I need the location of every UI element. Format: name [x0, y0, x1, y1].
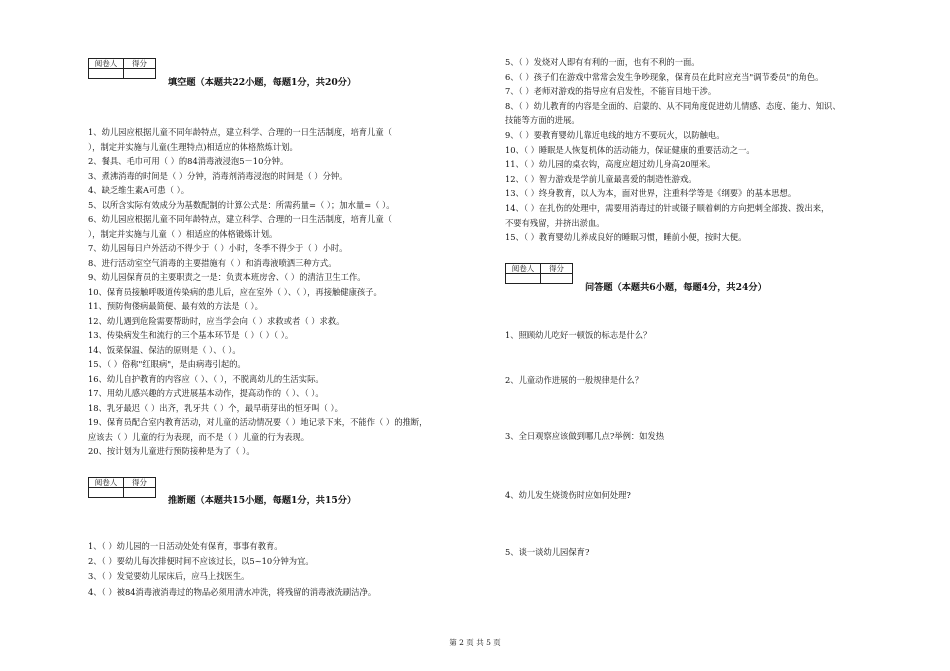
qa-question: 2、儿童动作进展的一般规律是什么？	[505, 375, 644, 385]
judge-question-line: 8、（ ）幼儿教育的内容是全面的、启蒙的、从不同角度促进幼儿情感、态度、能力、知识、	[505, 100, 841, 111]
qa-question: 4、幼儿发生烧烫伤时应如何处理?	[505, 490, 631, 500]
page-footer: 第 2 页 共 5 页	[449, 638, 501, 647]
reviewer-label: 阅卷人	[89, 478, 124, 488]
fill-question-line: 应该去（ ）儿童的行为表现，而不是（ ）儿童的行为表现。	[88, 431, 309, 442]
fill-question-line: 15、（ ）俗称"红眼病"，是由病毒引起的。	[88, 359, 246, 369]
fill-question-line: 12、幼儿遇到危险需要帮助时，应当学会向（ ）求救或者（ ）求救。	[88, 315, 345, 326]
fill-question-line: 20、按计划为儿童进行预防接种是为了（ ）。	[88, 446, 255, 456]
reviewer-label: 阅卷人	[89, 59, 124, 69]
reviewer-cell[interactable]	[506, 274, 541, 284]
reviewer-cell[interactable]	[89, 488, 124, 498]
fill-question-line: ），制定并实施与儿童（ ）相适应的体格锻炼计划。	[88, 228, 278, 239]
judge-question-line: 2、（ ）要幼儿每次排便时间不应该过长，以5~10分钟为宜。	[88, 556, 314, 567]
judge-question-line: 4、（ ）被84消毒液消毒过的物品必须用清水冲洗，将残留的消毒液洗刷洁净。	[88, 586, 377, 597]
fill-question-line: 9、幼儿园保育员的主要职责之一是：负责本班房舍、（ ）的清洁卫生工作。	[88, 272, 366, 282]
judge-question-line: 15、（ ）教育婴幼儿养成良好的睡眠习惯，睡前小便，按时大便。	[505, 232, 747, 243]
fill-question-line: 10、保育员接触呼吸道传染病的患儿后，应在室外（ ）、（ ），再接触健康孩子。	[88, 286, 382, 297]
judge-question-line: 3、（ ）发觉要幼儿尿床后，应马上找医生。	[88, 571, 250, 582]
fill-question-line: 5、以所含实际有效成分为基数配制的计算公式是：所需药量=（ ）；加水量=（ ）。	[88, 199, 395, 210]
qa-question: 3、全日观察应该做到哪几点?举例：如发热	[505, 431, 665, 441]
judge-question-line: 9、（ ）要教育婴幼儿靠近电线的地方不要玩火，以防触电。	[505, 130, 725, 140]
fill-question-line: 8、进行活动室空气消毒的主要措施有（ ）和消毒液喷洒三种方式。	[88, 257, 337, 268]
fill-question-line: 7、幼儿园每日户外活动不得少于（ ）小时，冬季不得少于（ ）小时。	[88, 243, 348, 253]
judge-question-line: 1、（ ）幼儿园的一日活动处处有保育，事事有教育。	[88, 541, 283, 551]
score-box-fill	[88, 58, 156, 79]
score-cell[interactable]	[124, 488, 156, 498]
fill-question-line: ），制定并实施与儿童(生理特点)相适应的体格熬炼计划。	[88, 141, 298, 152]
fill-question-line: 14、饭菜保温、保洁的原则是（ ）、（ ）。	[88, 344, 241, 355]
fill-question-line: 13、传染病发生和流行的三个基本环节是（ ）（ ）（ ）。	[88, 330, 294, 340]
judge-question-line: 11、（ ）幼儿园的桌衣钩，高度应超过幼儿身高20厘米。	[505, 159, 716, 170]
fill-question-line: 3、煮沸消毒的时间是（ ）分钟，消毒剂消毒浸泡的时间是（ ）分钟。	[88, 170, 348, 181]
qa-question: 5、谈一谈幼儿园保育?	[505, 547, 590, 557]
fill-question-line: 19、保育员配合室内教育活动，对儿童的活动情况要（ ）地记录下来，不能作（ ）的推断，	[88, 417, 428, 427]
section-title-fill: 填空题（本题共22小题，每题1分，共20分）	[168, 77, 357, 88]
judge-question-line: 14、（ ）在扎伤的处理中，需要用消毒过的针或镊子顺着刺的方向把刺全部拨、拨出来，	[505, 203, 830, 213]
score-cell[interactable]	[124, 69, 156, 79]
score-label: 得分	[541, 264, 573, 274]
judge-question-line: 不要有残留，并挤出淤血。	[505, 217, 605, 228]
fill-question-line: 11、预防佝偻病最简便、最有效的方法是（ ）。	[88, 301, 263, 311]
fill-question-line: 6、幼儿园应根据儿童不同年龄特点，建立科学、合理的一日生活制度，培育儿童（	[88, 214, 392, 224]
reviewer-cell[interactable]	[89, 69, 124, 79]
qa-question: 1、照顾幼儿吃好一顿饭的标志是什么？	[505, 330, 652, 340]
judge-question-line: 5、（ ）发烧对人即有有利的一面，也有不利的一面。	[505, 57, 700, 67]
judge-question-line: 6、（ ）孩子们在游戏中常常会发生争吵现象，保育员在此时应充当"调节委员"的角色。	[505, 71, 824, 82]
score-cell[interactable]	[541, 274, 573, 284]
judge-question-line: 7、（ ）老师对游戏的指导应有启发性，不能盲目地干涉。	[505, 86, 717, 97]
fill-question-line: 1、幼儿园应根据儿童不同年龄特点，建立科学、合理的一日生活制度，培育儿童（	[88, 127, 392, 137]
score-box-judge	[88, 477, 156, 498]
judge-question-line: 技能等方面的进展。	[505, 115, 580, 126]
judge-question-line: 10、（ ）睡眠是人恢复机体的活动能力，保证健康的重要活动之一。	[505, 144, 755, 155]
fill-question-line: 18、乳牙最迟（ ）出齐，乳牙共（ ）个，最早萌芽出的恒牙叫（ ）。	[88, 402, 343, 413]
fill-question-line: 2、餐具、毛巾可用（ ）的84消毒液浸泡5－10分钟。	[88, 156, 289, 166]
judge-question-line: 12、（ ）智力游戏是学前儿童最喜爱的制造性游戏。	[505, 173, 697, 184]
section-title-qa: 问答题（本题共6小题，每题4分，共24分）	[585, 282, 767, 293]
score-label: 得分	[124, 478, 156, 488]
fill-question-line: 16、幼儿自护教育的内容应（ ）、（ ），不脱离幼儿的生活实际。	[88, 373, 324, 384]
section-title-judge: 推断题（本题共15小题，每题1分，共15分）	[168, 495, 357, 506]
score-label: 得分	[124, 59, 156, 69]
fill-question-line: 4、缺乏维生素A可患（ ）。	[88, 185, 190, 195]
fill-question-line: 17、用幼儿感兴趣的方式进展基本动作，提高动作的（ ）、（ ）。	[88, 388, 324, 398]
judge-question-line: 13、（ ）终身教育，以人为本，面对世界，注重科学等是《纲要》的基本思想。	[505, 188, 797, 199]
reviewer-label: 阅卷人	[506, 264, 541, 274]
score-box-qa	[505, 263, 573, 284]
